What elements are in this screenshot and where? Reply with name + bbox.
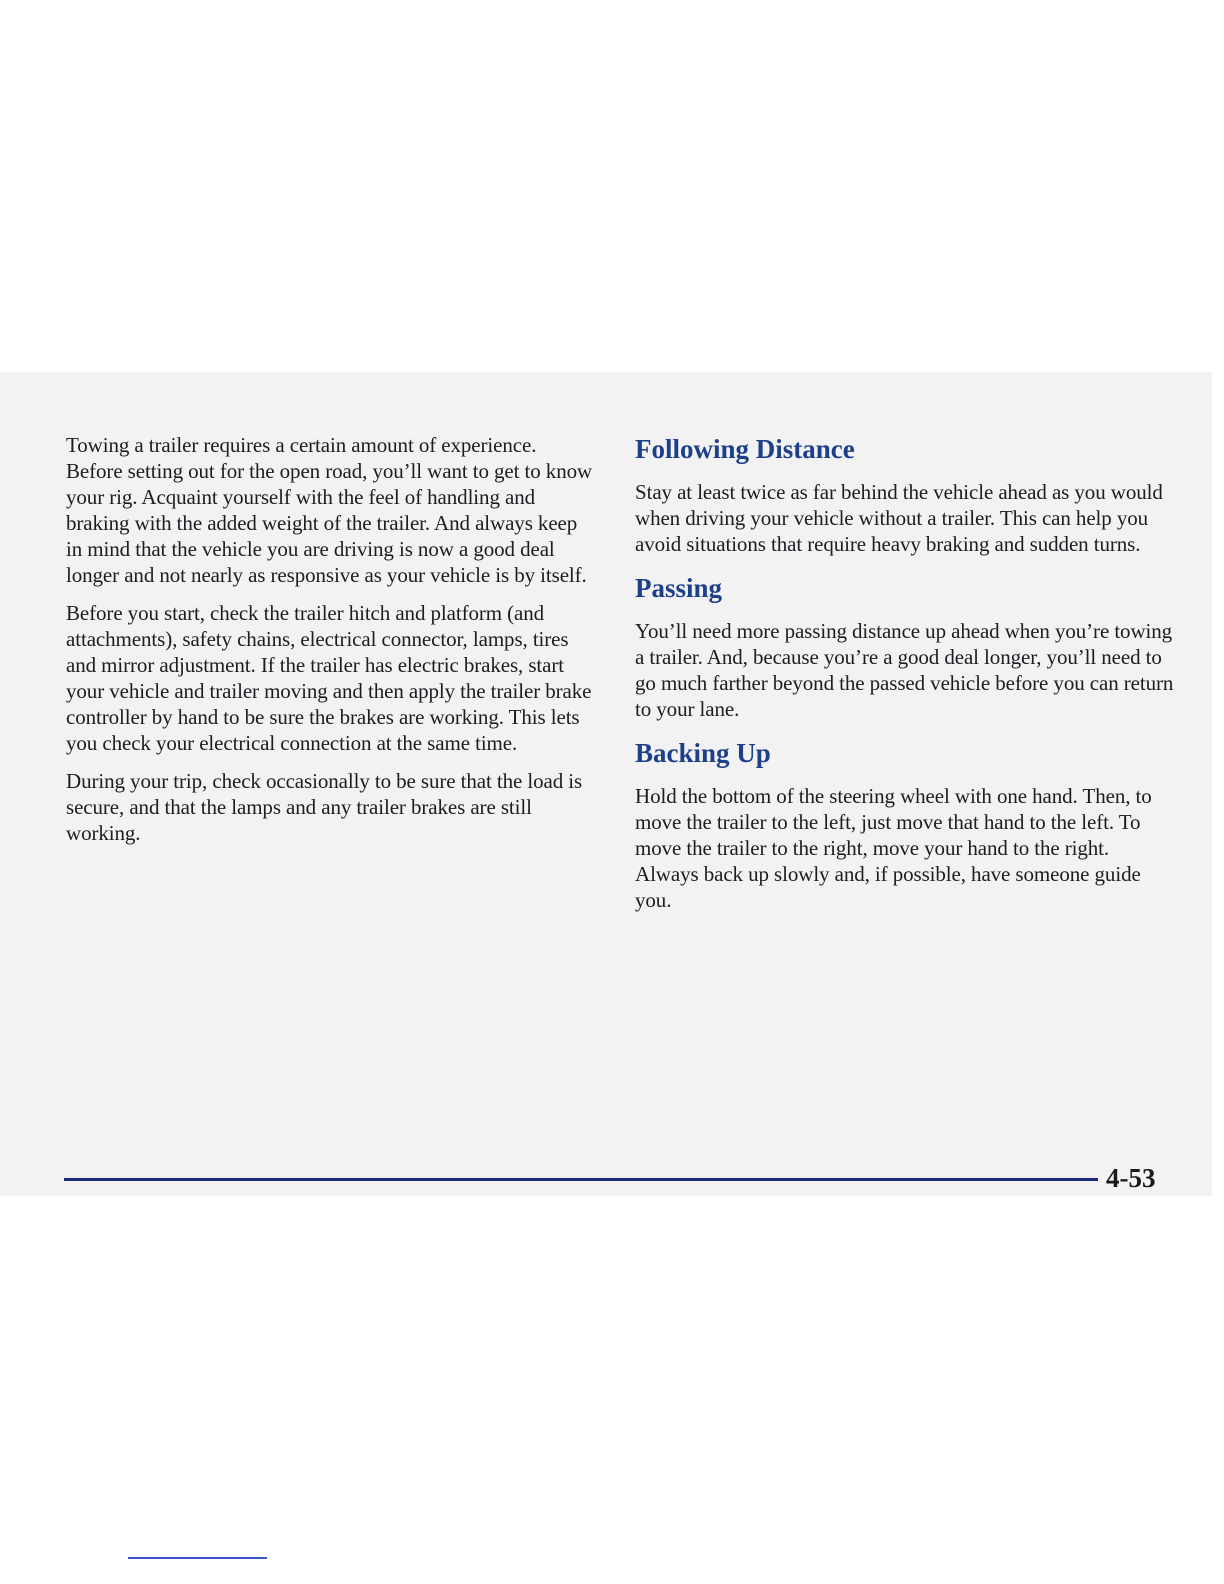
section-body-passing: You’ll need more passing distance up ahead when you’re towing a trailer. And, because you’re a good deal longer, you’ll need to go much farther beyond the passed vehicle before you can return to your lane. (635, 619, 1174, 721)
bottom-link-line (128, 1557, 267, 1559)
section-heading-passing: Passing (635, 573, 723, 603)
section-body-following-distance: Stay at least twice as far behind the vehicle ahead as you would when driving your vehicle without a trailer. This can help you avoid situations that require heavy braking and sudden turns. (635, 480, 1163, 556)
pre-start-check-paragraph: Before you start, check the trailer hitch and platform (and attachments), safety chains, electrical connector, lamps, tires and mirror adjustment. If the trailer has electric brakes, start your vehicle and trailer moving and then apply the trailer brake controller by hand to be sure the brakes are working. This lets you check your electrical connection at the same time. (66, 601, 592, 755)
footer-rule (64, 1178, 1098, 1181)
right-column (635, 432, 1175, 927)
intro-paragraph: Towing a trailer requires a certain amount of experience. Before setting out for the open road, you’ll want to get to know your rig. Acquaint yourself with the feel of handling and braking with the added weight of the trailer. And always keep in mind that the vehicle you are driving is now a good deal longer and not nearly as responsive as your vehicle is by itself. (66, 433, 593, 587)
page-number: 4-53 (1106, 1163, 1156, 1193)
left-column (66, 432, 596, 858)
section-body-backing-up: Hold the bottom of the steering wheel with one hand. Then, to move the trailer to the left, just move that hand to the left. To move the trailer to the right, move your hand to the right. Always back up slowly and, if possible, have someone guide you. (635, 784, 1152, 912)
during-trip-paragraph: During your trip, check occasionally to be sure that the load is secure, and that the lamps and any trailer brakes are still working. (66, 769, 583, 845)
section-heading-following-distance: Following Distance (635, 434, 855, 464)
section-heading-backing-up: Backing Up (635, 738, 771, 768)
